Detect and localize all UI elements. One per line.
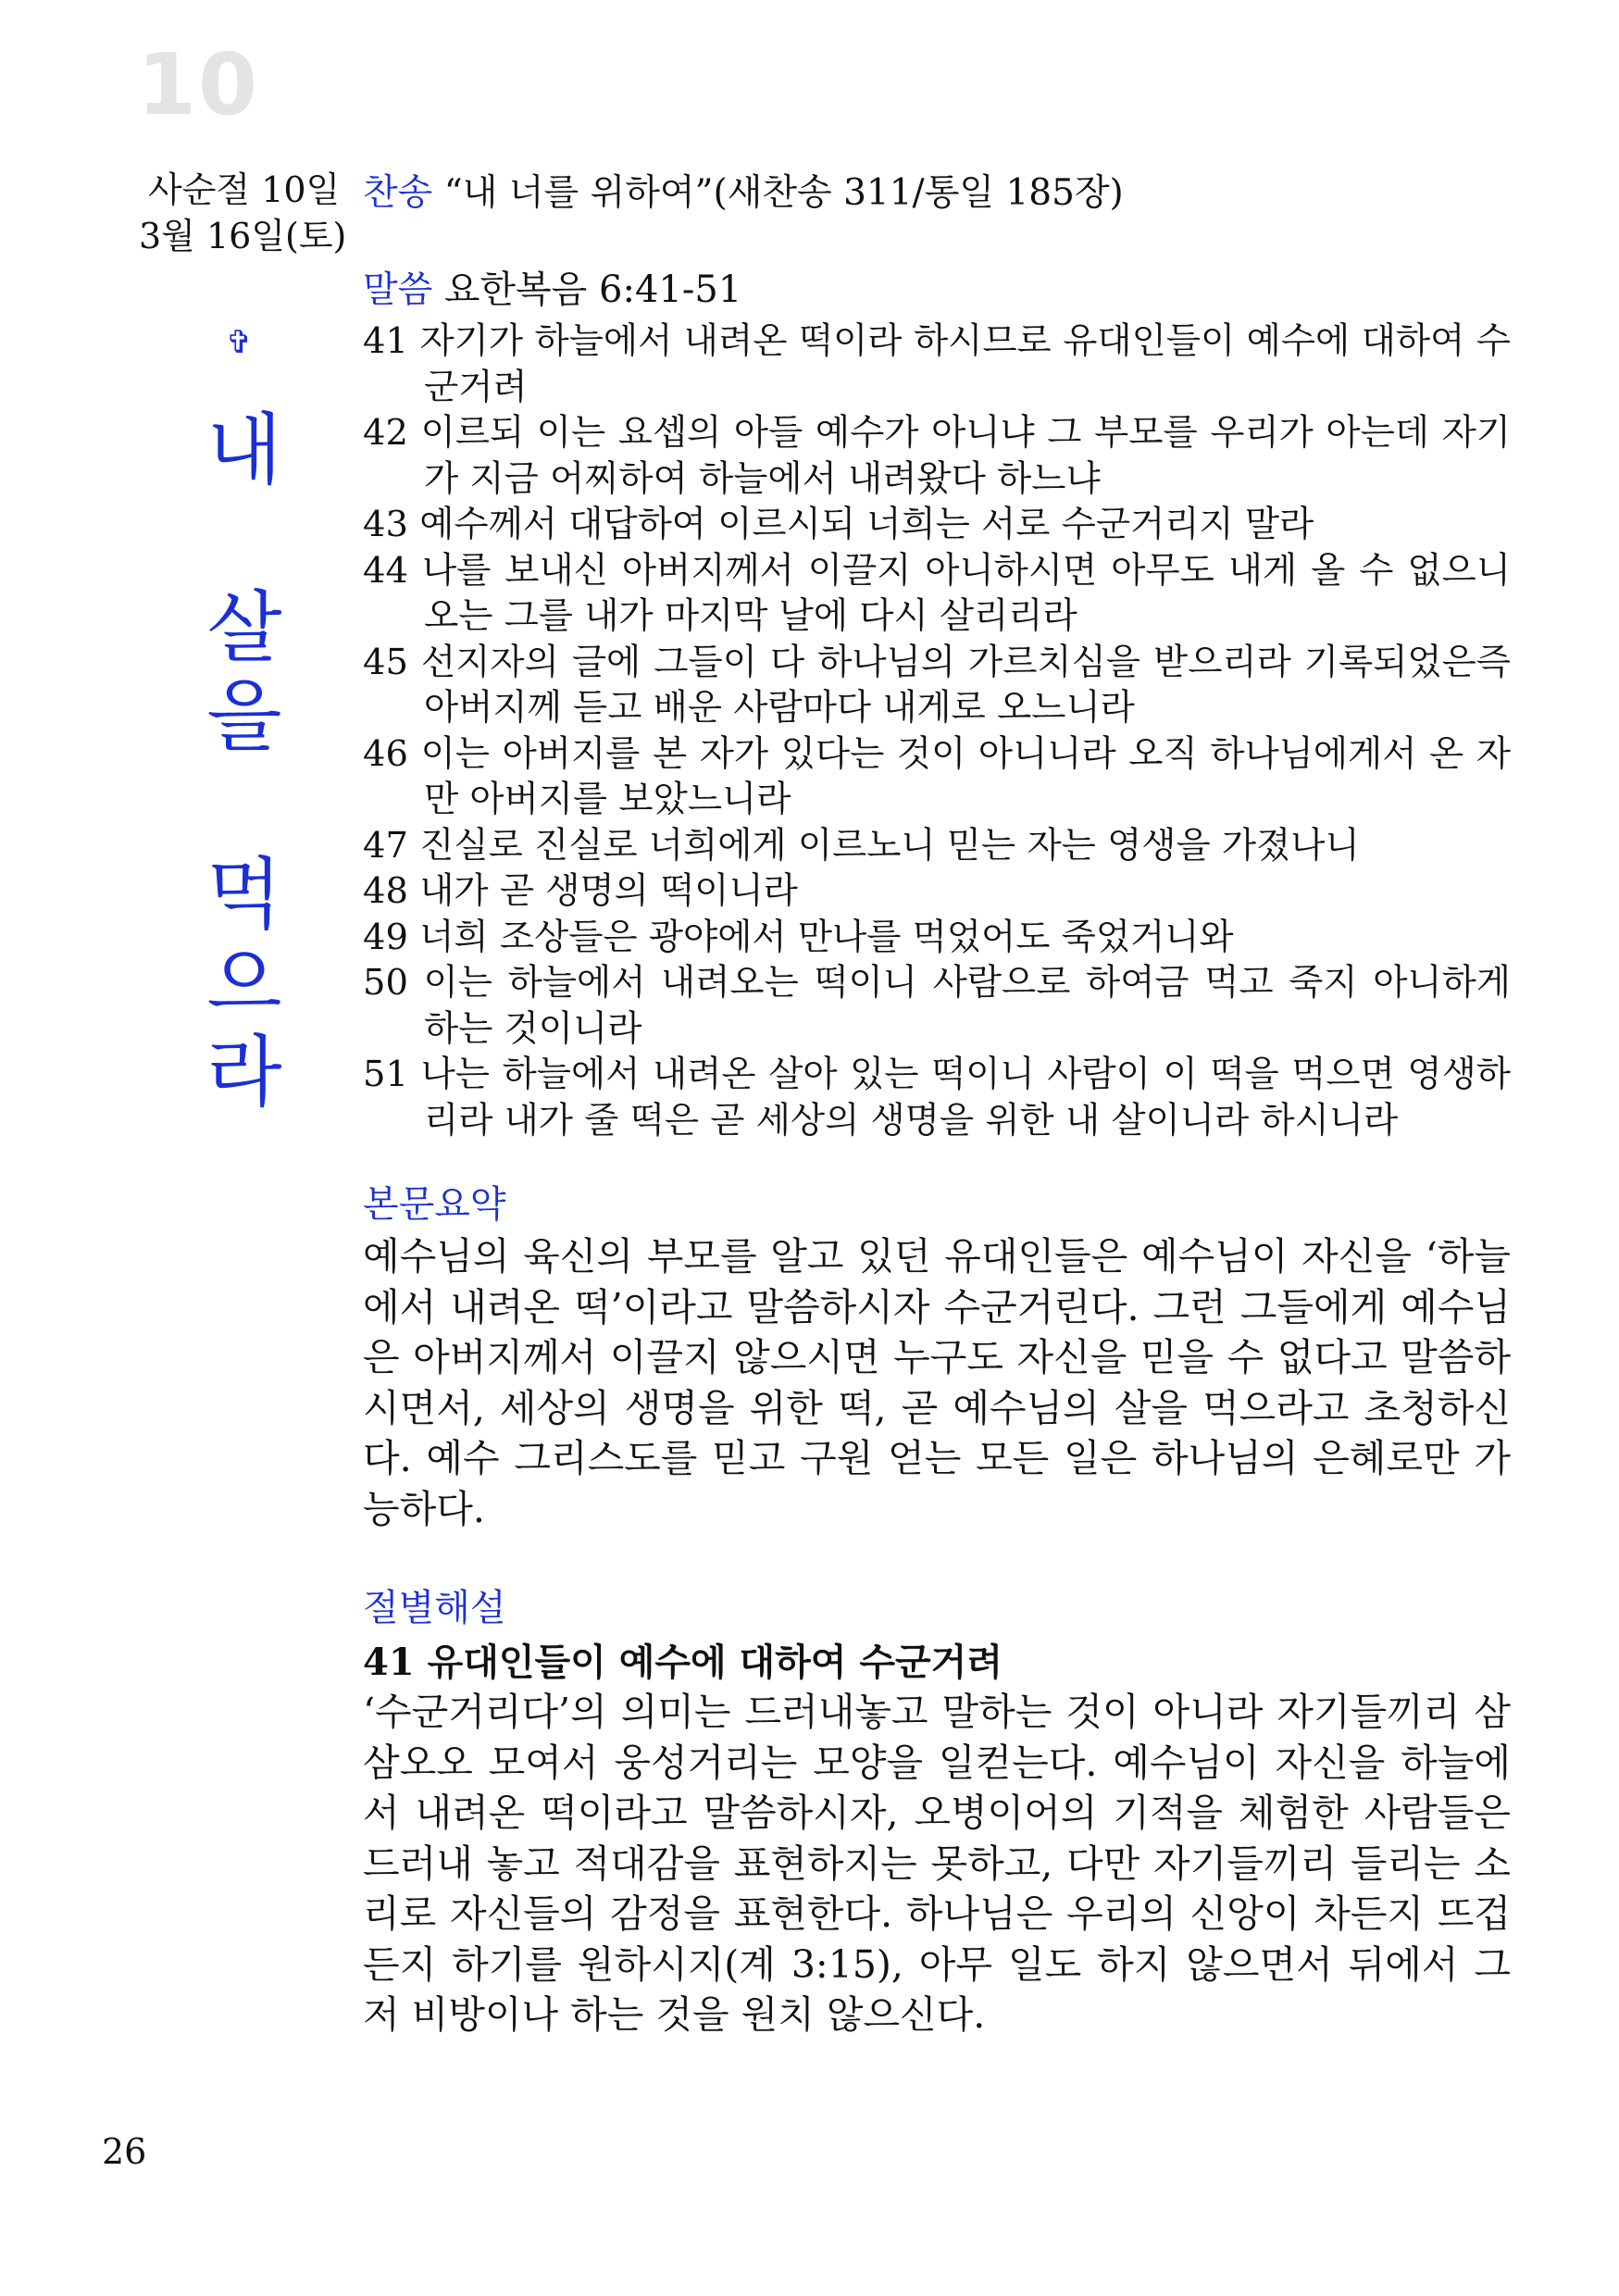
hymn-title: “내 너를 위하여”	[443, 172, 714, 214]
title-char: 으	[206, 938, 282, 1029]
verse: 51 나는 하늘에서 내려온 살아 있는 떡이니 사람이 이 떡을 먹으면 영생하리라 내가 줄 떡은 곧 세상의 생명을 위한 내 살이니라 하시니라	[363, 1054, 1511, 1142]
hymn-numbers: (새찬송 311/통일 185장)	[713, 172, 1124, 214]
title-spacer	[185, 761, 304, 850]
calendar-date: 3월 16일(토)	[139, 216, 347, 256]
summary-text: 예수님의 육신의 부모를 알고 있던 유대인들은 예수님이 자신을 ‘하늘에서 내려온 떡’이라고 말씀하시자 수군거린다. 그런 그들에게 예수님은 아버지께서 이끌지 않으시면 누구도 자신을 믿을 수 없다고 말씀하시면서, 세상의 생명을 위한 떡, 곧 예수님의 살을 먹으라고 초청하신다. 예수 그리스도를 믿고 구원 얻는 모든 일은 하나님의 은혜로만 가능하다.	[363, 1234, 1511, 1531]
cross-icon: ✞	[226, 324, 253, 361]
commentary-verse-heading: 41 유대인들이 예수에 대하여 수군거려	[363, 1641, 1003, 1684]
verse: 45 선지자의 글에 그들이 다 하나님의 가르치심을 받으리라 기록되었은즉 아버지께 듣고 배운 사람마다 내게로 오느니라	[363, 641, 1511, 729]
lent-day: 사순절 10일	[148, 169, 341, 210]
vertical-title	[185, 406, 304, 1117]
reading-reference: 요한복음 6:41-51	[443, 268, 742, 311]
verse: 50 이는 하늘에서 내려오는 떡이니 사람으로 하여금 먹고 죽지 아니하게 하는 것이니라	[363, 962, 1511, 1050]
verse: 43 예수께서 대답하여 이르시되 너희는 서로 수군거리지 말라	[363, 504, 1314, 545]
verse: 41 자기가 하늘에서 내려온 떡이라 하시므로 유대인들이 예수에 대하여 수군거려	[363, 320, 1511, 408]
verse: 47 진실로 진실로 너희에게 이르노니 믿는 자는 영생을 가졌나니	[363, 824, 1360, 867]
title-spacer	[185, 494, 304, 583]
page-number: 26	[102, 2131, 147, 2172]
verse: 48 내가 곧 생명의 떡이니라	[363, 870, 798, 912]
hymn-line	[363, 170, 1511, 217]
day-number: 10	[137, 35, 260, 134]
scripture-reference	[363, 267, 1511, 314]
verse-list	[363, 318, 1511, 1143]
verse: 44 나를 보내신 아버지께서 이끌지 아니하시면 아무도 내게 올 수 없으니 오는 그를 내가 마지막 날에 다시 살리리라	[363, 549, 1511, 637]
verse: 42 이르되 이는 요셉의 아들 예수가 아니냐 그 부모를 우리가 아는데 자기가 지금 어찌하여 하늘에서 내려왔다 하느냐	[363, 412, 1511, 500]
commentary-heading: 절별해설	[363, 1587, 506, 1629]
summary-heading: 본문요약	[363, 1183, 506, 1226]
verse: 46 이는 아버지를 본 자가 있다는 것이 아니니라 오직 하나님에게서 온 자만 아버지를 보았느니라	[363, 732, 1511, 820]
title-char: 먹	[206, 849, 282, 940]
reading-label: 말씀	[363, 269, 433, 311]
title-char: 라	[206, 1027, 282, 1117]
title-char: 을	[206, 671, 282, 762]
title-char: 내	[206, 405, 282, 495]
hymn-label: 찬송	[363, 172, 433, 214]
verse: 49 너희 조상들은 광야에서 만나를 먹었어도 죽었거니와	[363, 916, 1234, 958]
commentary-text: ‘수군거리다’의 의미는 드러내놓고 말하는 것이 아니라 자기들끼리 삼삼오오 모여서 웅성거리는 모양을 일컫는다. 예수님이 자신을 하늘에서 내려온 떡이라고 말씀하시자, 오병이어의 기적을 체험한 사람들은 드러내 놓고 적대감을 표현하지는 못하고, 다만 자기들끼리 들리는 소리로 자신들의 감정을 표현한다. 하나님은 우리의 신앙이 차든지 뜨겁든지 하기를 원하시지(계 3:15), 아무 일도 하지 않으면서 뒤에서 그저 비방이나 하는 것을 원치 않으신다.	[363, 1690, 1511, 2037]
title-char: 살	[206, 582, 282, 673]
date-block	[139, 167, 346, 259]
